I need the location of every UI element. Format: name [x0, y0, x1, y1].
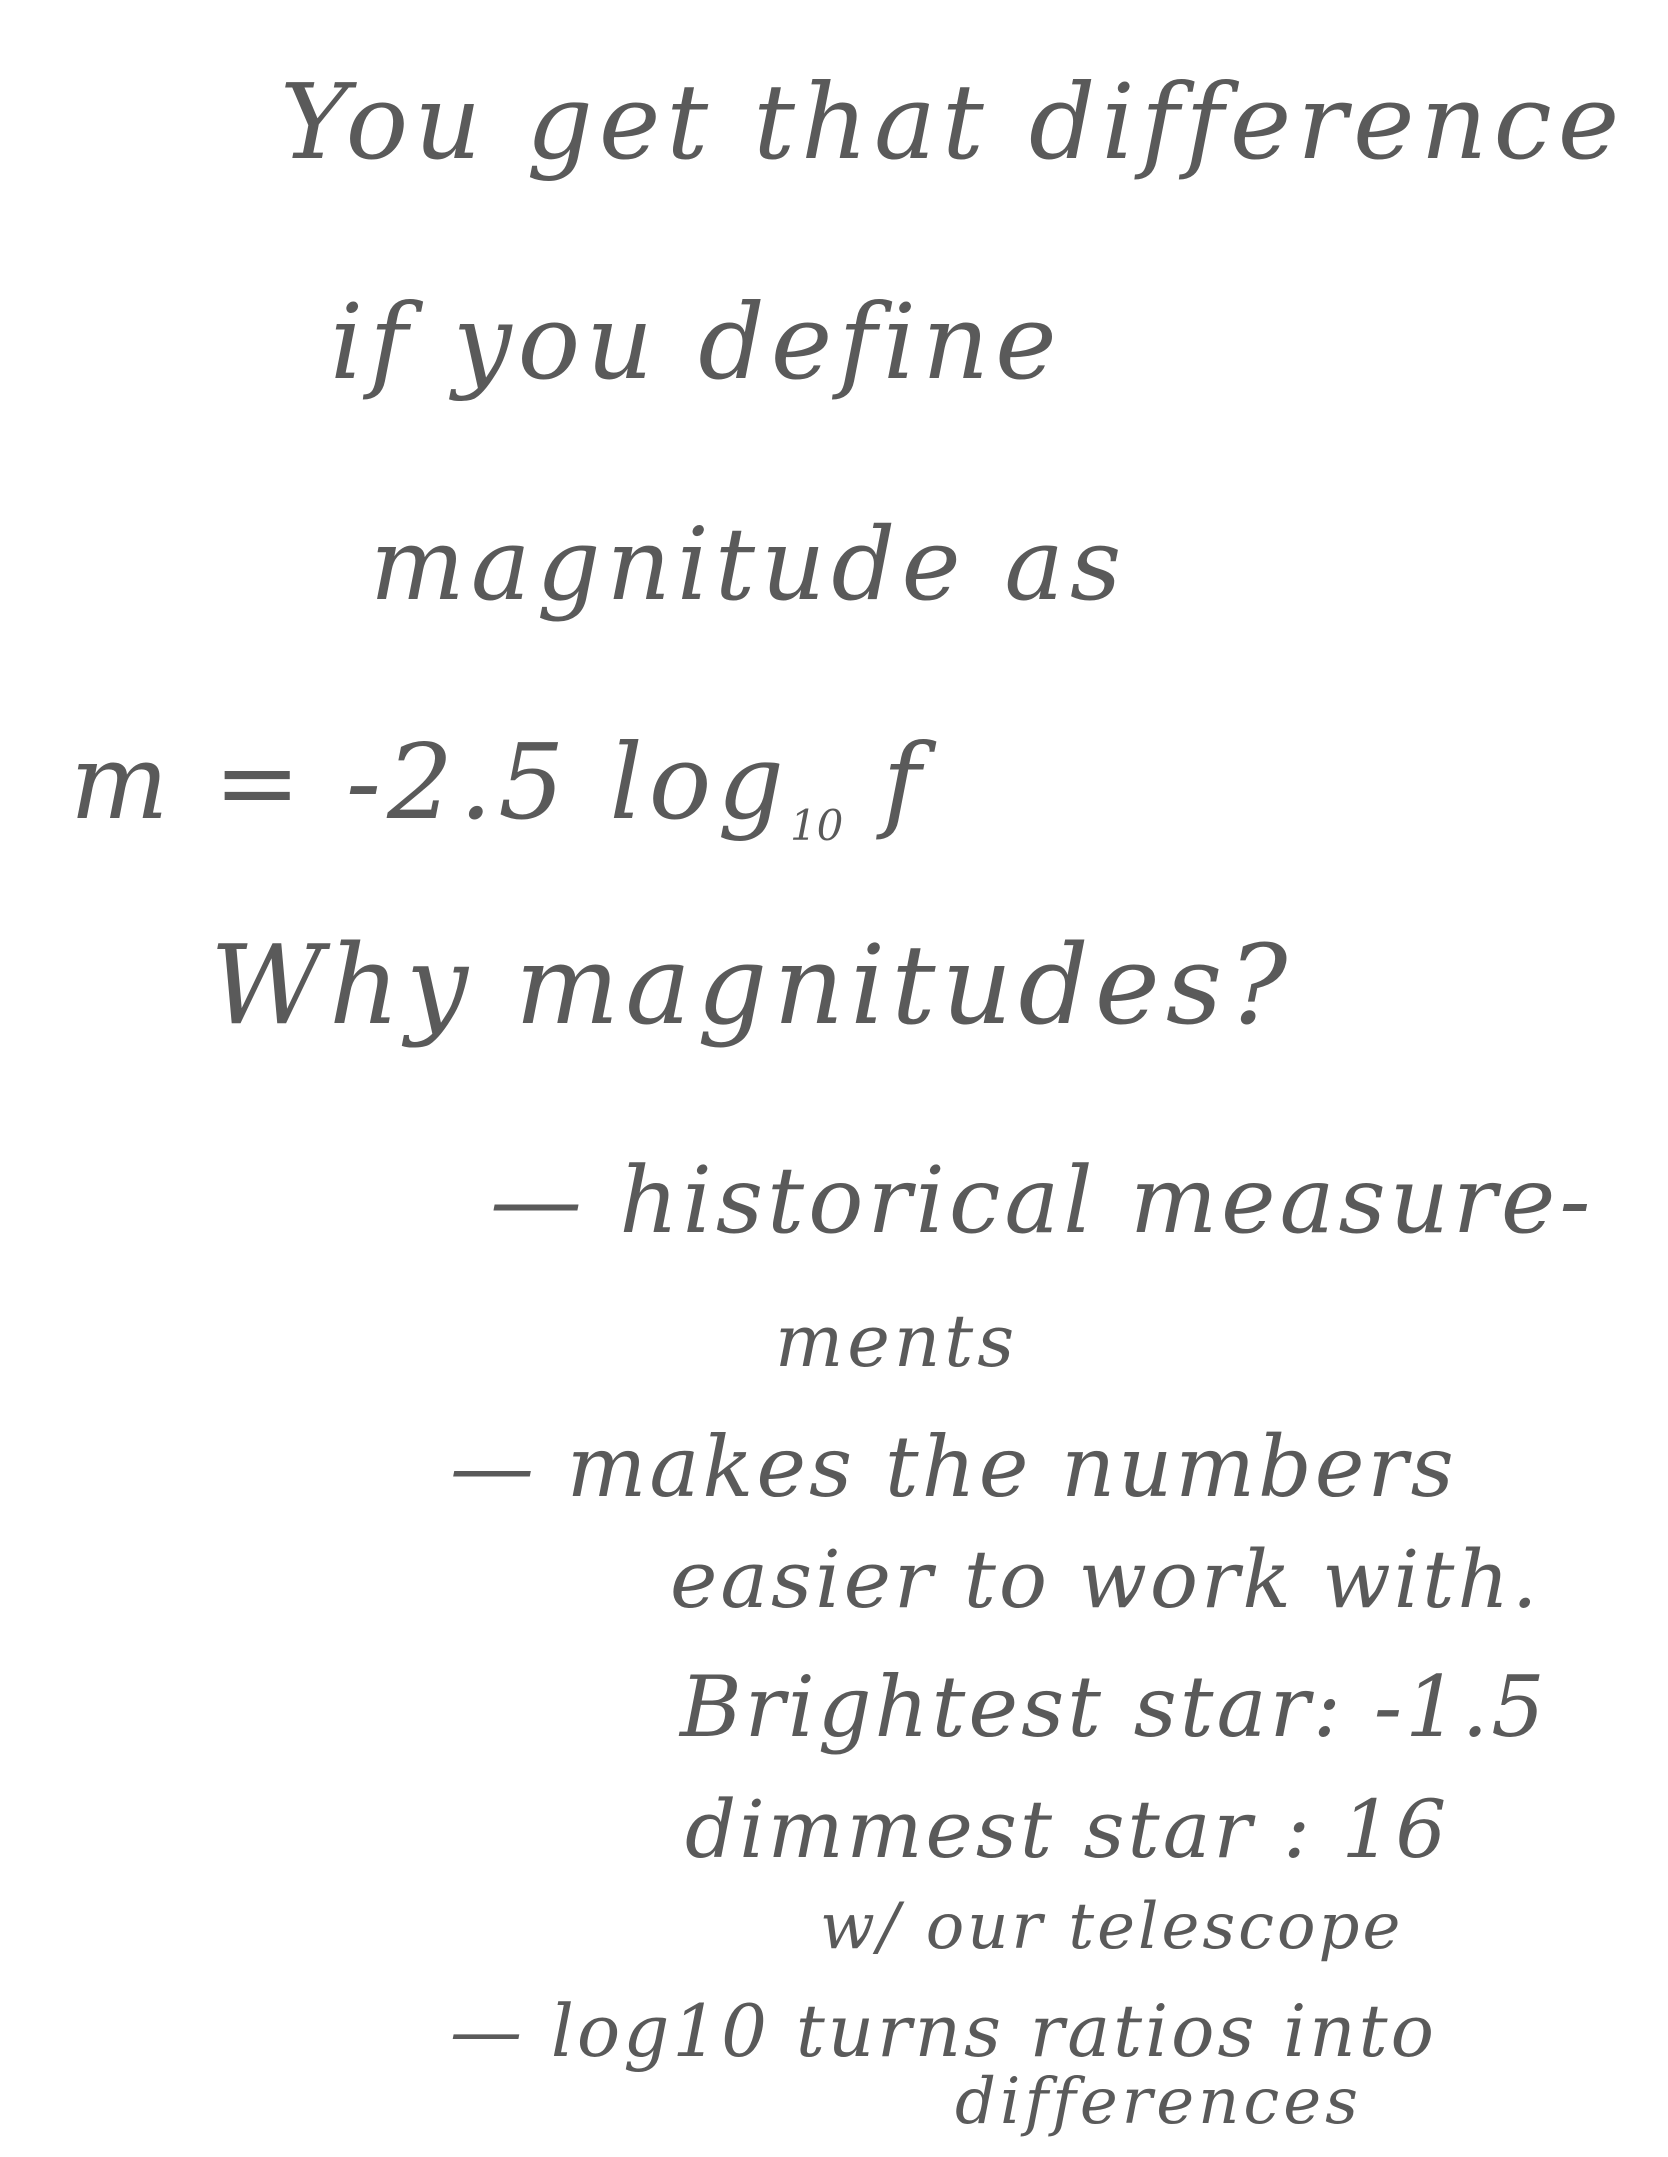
bullet-log-ratios-line2: differences: [955, 2065, 1362, 2139]
formula-lhs: m =: [70, 721, 307, 843]
formula-argument: f: [882, 721, 927, 843]
formula-log: log: [609, 721, 790, 843]
bullet-telescope: w/ our telescope: [820, 1890, 1404, 1964]
bullet-dimmest-star: dimmest star : 16: [685, 1783, 1450, 1876]
magnitude-formula: [70, 721, 927, 850]
formula-log-base: 10: [789, 801, 844, 850]
formula-coefficient: -2.5: [345, 721, 571, 843]
bullet-numbers-line1: — makes the numbers: [450, 1418, 1457, 1516]
bullet-numbers-line2: easier to work with.: [670, 1533, 1541, 1626]
bullet-brightest-star: Brightest star: -1.5: [680, 1658, 1548, 1756]
bullet-historical-line2: ments: [775, 1299, 1019, 1383]
note-line-if-define: if you define: [330, 281, 1063, 403]
note-line-magnitude-as: magnitude as: [370, 506, 1128, 623]
bullet-log-ratios-line1: — log10 turns ratios into: [450, 1989, 1437, 2073]
bullet-historical-line1: — historical measure-: [490, 1147, 1595, 1254]
note-heading-why-magnitudes: Why magnitudes?: [210, 921, 1294, 1049]
note-line-difference: You get that difference: [280, 61, 1626, 183]
